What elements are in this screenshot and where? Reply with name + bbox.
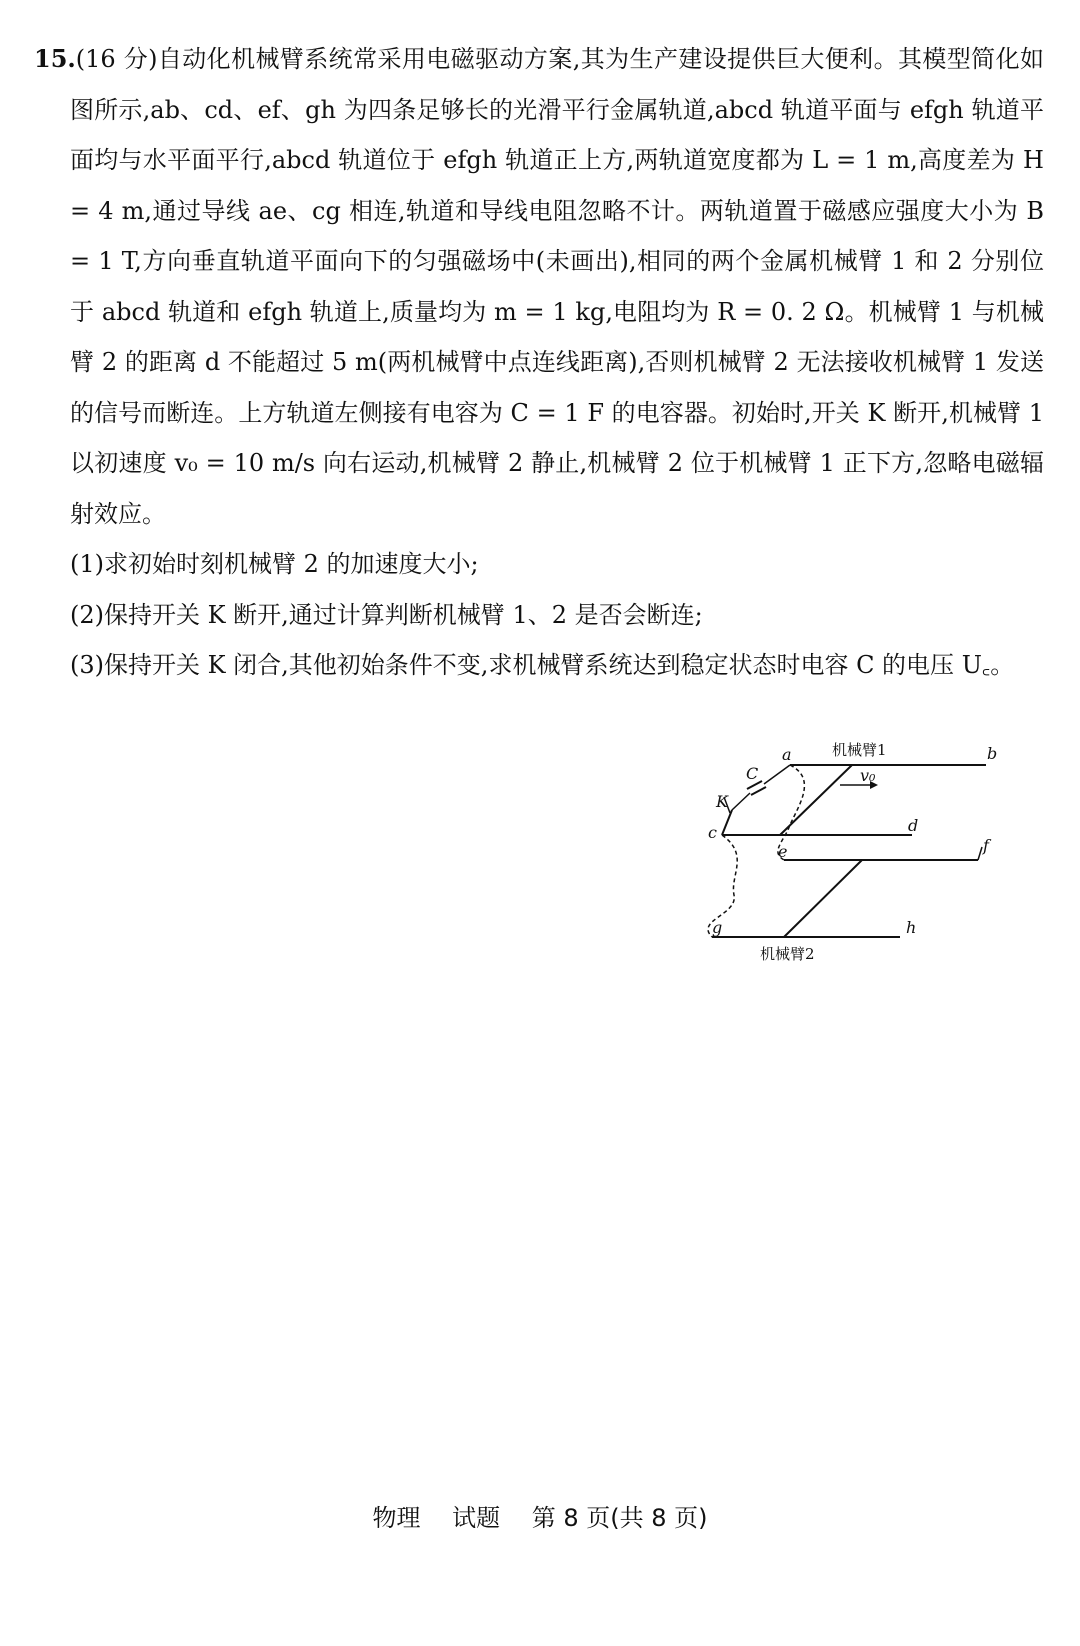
wire-c-k: [722, 810, 732, 835]
label-d: d: [908, 816, 919, 835]
arm-1: [780, 765, 852, 835]
footer-paper: 试题: [452, 1504, 501, 1532]
sub-question-1: (1)求初始时刻机械臂 2 的加速度大小;: [70, 550, 479, 578]
sub-question-2: (2)保持开关 K 断开,通过计算判断机械臂 1、2 是否会断连;: [70, 600, 703, 629]
problem-stem: [34, 34, 1044, 539]
page-footer: [0, 1498, 1080, 1533]
arm-2: [784, 860, 862, 937]
footer-subject: 物理: [372, 1504, 421, 1532]
caption-arm-1: 机械臂1: [832, 741, 887, 759]
question-stem-text: 自动化机械臂系统常采用电磁驱动方案,其为生产建设提供巨大便利。其模型简化如图所示,ab、cd、ef、gh 为四条足够长的光滑平行金属轨道,abcd 轨道平面与 efgh 轨道平面均与水平面平行,abcd 轨道位于 efgh 轨道正上方,两轨道宽度都为 L = 1 m,高度差为 H = 4 m,通过导线 ae、cg 相连,轨道和导线电阻忽略不计。两轨道置于磁感应强度大小为 B = 1 T,方向垂直轨道平面向下的匀强磁场中(未画出),相同的两个金属机械臂 1 和 2 分别位于 abcd 轨道和 efgh 轨道上,质量均为 m = 1 kg,电阻均为 R = 0. 2 Ω。机械臂 1 与机械臂 2 的距离 d 不能超过 5 m(两机械臂中点连线距离),否则机械臂 2 无法接收机械臂 1 发送的信号而断连。上方轨道左侧接有电容为 C = 1 F 的电容器。初始时,开关 K 断开,机械臂 1 以初速度 v₀ = 10 m/s 向右运动,机械臂 2 静止,机械臂 2 位于机械臂 1 正下方,忽略电磁辐射效应。: [70, 45, 1044, 528]
capacitor-plate-2: [751, 787, 766, 795]
question-number: 15.: [34, 44, 76, 73]
label-c: c: [708, 823, 717, 842]
rail-diagram: [700, 735, 1020, 975]
rail-ef-end: [978, 847, 982, 860]
label-g: g: [712, 918, 723, 937]
label-f: f: [983, 836, 989, 855]
question-points: (16 分): [75, 45, 158, 73]
label-h: h: [906, 918, 917, 937]
wire-capacitor-a: [764, 765, 790, 784]
caption-arm-2: 机械臂2: [760, 945, 815, 963]
sub-question-3: (3)保持开关 K 闭合,其他初始条件不变,求机械臂系统达到稳定状态时电容 C 的电压 U꜀。: [70, 651, 1015, 679]
label-switch: K: [716, 792, 728, 811]
label-e: e: [778, 842, 788, 861]
label-capacitor: C: [746, 764, 759, 783]
label-v0: v₀: [860, 766, 876, 785]
wire-k-capacitor: [732, 793, 750, 810]
label-a: a: [782, 745, 792, 764]
label-b: b: [987, 744, 998, 763]
footer-page: 第 8 页(共 8 页): [531, 1504, 708, 1532]
rail-figure: [700, 735, 1020, 975]
problem-15: [34, 34, 1044, 691]
